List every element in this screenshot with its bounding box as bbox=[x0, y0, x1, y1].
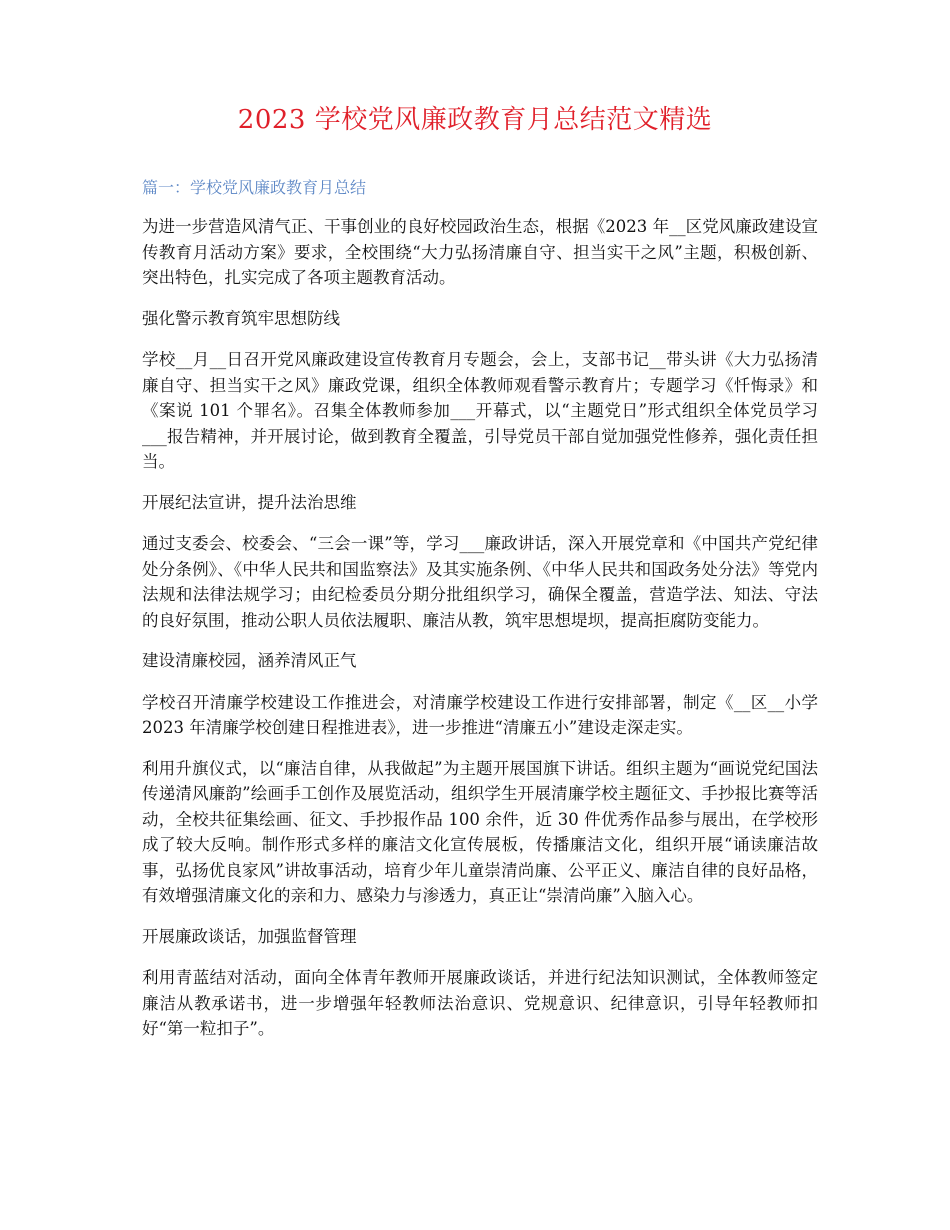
body-paragraph: 通过支委会、校委会、“三会一课”等，学习___廉政讲话，深入开展党章和《中国共产党纪律处分条例》、《中华人民共和国监察法》及其实施条例、《中华人民共和国政务处分法》等党内法规和法律法规学习；由纪检委员分期分批组织学习，确保全覆盖，营造学法、知法、守法的良好氛围，推动公职人员依法履职、廉洁从教，筑牢思想堤坝，提高拒腐防变能力。 bbox=[142, 534, 818, 630]
subheading: 强化警示教育筑牢思想防线 bbox=[142, 308, 340, 328]
subheading: 开展纪法宣讲，提升法治思维 bbox=[142, 492, 357, 512]
body-paragraph: 利用青蓝结对活动，面向全体青年教师开展廉政谈话，并进行纪法知识测试，全体教师签定廉洁从教承诺书，进一步增强年轻教师法治意识、党规意识、纪律意识，引导年轻教师扣好“第一粒扣子”。 bbox=[142, 968, 818, 1038]
body-paragraph: 学校召开清廉学校建设工作推进会，对清廉学校建设工作进行安排部署，制定《__区__小学 2023 年清廉学校创建日程推进表》，进一步推进“清廉五小”建设走深走实。 bbox=[142, 692, 818, 737]
subheading: 建设清廉校园，涵养清风正气 bbox=[142, 651, 357, 670]
document-body bbox=[142, 214, 818, 1057]
section-heading: 篇一：学校党风廉政教育月总结 bbox=[142, 178, 367, 197]
body-paragraph: 学校__月__日召开党风廉政建设宣传教育月专题会，会上，支部书记__带头讲《大力弘扬清廉自守、担当实干之风》廉政党课，组织全体教师观看警示教育片；专题学习《忏悔录》和《案说 101 个罪名》。召集全体教师参加___开幕式，以“主题党日”形式组织全体党员学习___报告精神，并开展讨论，做到教育全覆盖，引导党员干部自觉加强党性修养，强化责任担当。 bbox=[142, 350, 818, 471]
document-title: 2023 学校党风廉政教育月总结范文精选 bbox=[237, 105, 713, 135]
subheading: 开展廉政谈话，加强监督管理 bbox=[142, 926, 357, 946]
body-paragraph: 利用升旗仪式，以“廉洁自律，从我做起”为主题开展国旗下讲话。组织主题为“画说党纪国法传递清风廉韵”绘画手工创作及展览活动，组织学生开展清廉学校主题征文、手抄报比赛等活动，全校共征集绘画、征文、手抄报作品 100 余件，近 30 件优秀作品参与展出，在学校形成了较大反响。制作形式多样的廉洁文化宣传展板，传播廉洁文化，组织开展“诵读廉洁故事，弘扬优良家风”讲故事活动，培育少年儿童崇清尚廉、公平正义、廉洁自律的良好品格，有效增强清廉文化的亲和力、感染力与渗透力，真正让“崇清尚廉”入脑入心。 bbox=[142, 758, 818, 905]
body-paragraph: 为进一步营造风清气正、干事创业的良好校园政治生态，根据《2023 年__区党风廉政建设宣传教育月活动方案》要求，全校围绕“大力弘扬清廉自守、担当实干之风”主题，积极创新、突出特色，扎实完成了各项主题教育活动。 bbox=[142, 217, 818, 287]
